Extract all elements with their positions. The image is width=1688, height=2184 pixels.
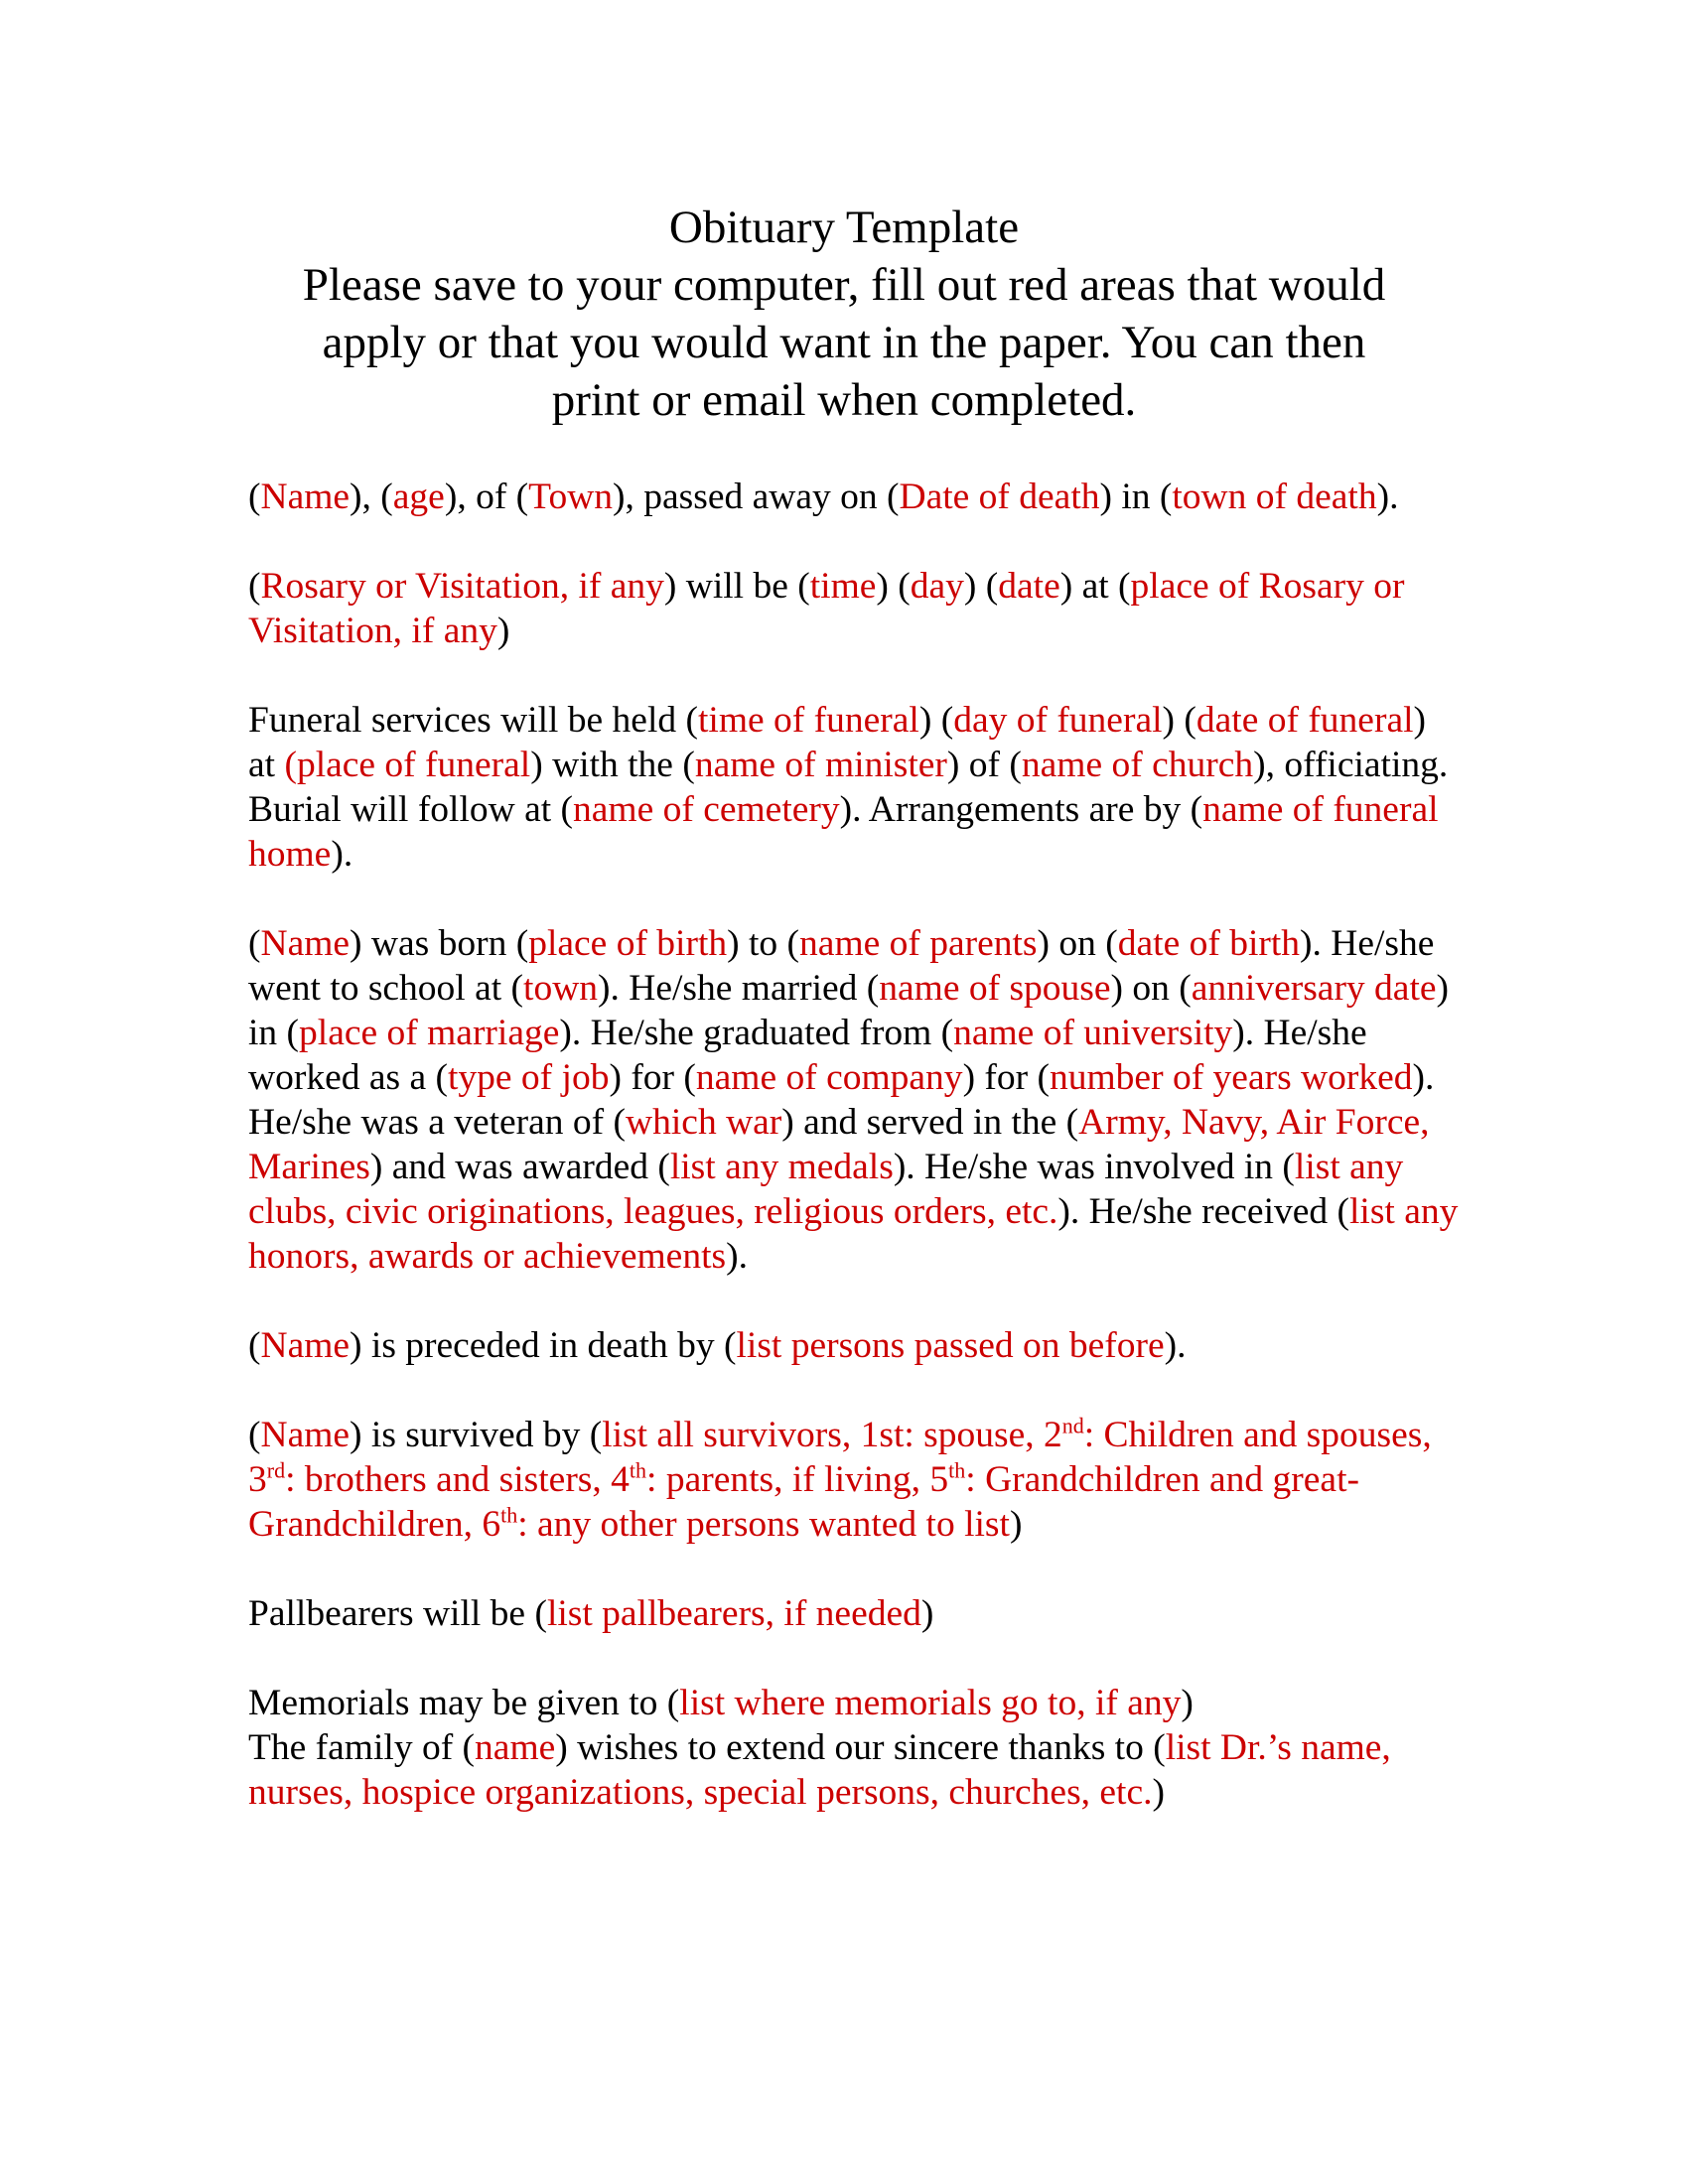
static-text: ), officiating. Burial will follow at (	[248, 745, 1449, 830]
static-text: ). He/she was involved in (	[893, 1147, 1295, 1187]
fill-in-field: th	[948, 1457, 966, 1483]
static-text: ). He/she received (	[1057, 1191, 1349, 1232]
fill-in-field: name of company	[695, 1057, 963, 1098]
fill-in-field: number of years worked	[1050, 1057, 1413, 1098]
fill-in-field: place of marriage	[299, 1013, 560, 1053]
fill-in-field: Rosary or Visitation, if any	[260, 566, 664, 607]
fill-in-field: : any other persons wanted to list	[517, 1504, 1010, 1545]
fill-in-field: place of birth	[528, 923, 728, 964]
paragraph-survivors	[248, 1413, 1460, 1547]
static-text: Memorials may be given to (	[248, 1683, 680, 1723]
fill-in-field: rd	[266, 1457, 286, 1483]
fill-in-field: list persons passed on before	[736, 1325, 1165, 1366]
fill-in-field: date of funeral	[1196, 700, 1414, 741]
static-text: )	[1152, 1772, 1165, 1813]
static-text: )	[920, 1593, 934, 1634]
paragraph-thanks	[248, 1725, 1460, 1815]
fill-in-field: Town	[528, 477, 614, 517]
static-text: ) (	[918, 700, 954, 741]
static-text: ) for (	[609, 1057, 696, 1098]
static-text: ) is survived by (	[350, 1415, 603, 1455]
fill-in-field: list any medals	[669, 1147, 894, 1187]
fill-in-field: Date of death	[899, 477, 1100, 517]
static-text: ) at (	[1059, 566, 1131, 607]
static-text: ). He/she was a veteran of (	[248, 1057, 1435, 1143]
paragraph-death-notice	[248, 475, 1460, 519]
fill-in-field: (place of funeral	[284, 745, 531, 785]
static-text: (	[248, 923, 261, 964]
instructions-line-1: Please save to your computer, fill out red areas that would	[302, 259, 1386, 311]
fill-in-field: anniversary date	[1191, 968, 1437, 1009]
paragraph-memorials	[248, 1681, 1460, 1725]
static-text: ) in (	[1099, 477, 1173, 517]
fill-in-field: : Children and spouses, 3	[248, 1415, 1432, 1500]
fill-in-field: day of funeral	[953, 700, 1163, 741]
fill-in-field: name of spouse	[879, 968, 1111, 1009]
static-text: (	[248, 477, 261, 517]
fill-in-field: Name	[260, 923, 351, 964]
static-text: ). He/she went to school at (	[248, 923, 1435, 1009]
fill-in-field: name of church	[1021, 745, 1254, 785]
static-text: ).	[726, 1236, 748, 1277]
static-text: ) in (	[248, 968, 1450, 1053]
static-text: ) at	[248, 700, 1427, 785]
fill-in-field: name of cemetery	[573, 789, 840, 830]
static-text: ) to (	[727, 923, 800, 964]
fill-in-field: name of parents	[799, 923, 1038, 964]
static-text: Pallbearers will be (	[248, 1593, 547, 1634]
static-text: ), passed away on (	[613, 477, 900, 517]
static-text: ) on (	[1037, 923, 1118, 964]
static-text: )	[1009, 1504, 1023, 1545]
static-text: ). Arrangements are by (	[839, 789, 1203, 830]
fill-in-field: name	[475, 1727, 556, 1768]
fill-in-field: date	[998, 566, 1060, 607]
paragraph-biography	[248, 921, 1460, 1279]
static-text: ) of (	[946, 745, 1022, 785]
fill-in-field: th	[500, 1502, 518, 1528]
static-text: ) with the (	[530, 745, 695, 785]
paragraph-preceded-in-death	[248, 1323, 1460, 1368]
fill-in-field: name of university	[953, 1013, 1233, 1053]
fill-in-field: Name	[260, 1325, 351, 1366]
fill-in-field: list pallbearers, if needed	[546, 1593, 921, 1634]
static-text: ). He/she graduated from (	[559, 1013, 954, 1053]
static-text: The family of (	[248, 1727, 476, 1768]
static-text: ) and served in the (	[781, 1102, 1079, 1143]
static-text: ) and was awarded (	[369, 1147, 670, 1187]
fill-in-field: time	[809, 566, 877, 607]
fill-in-field: Name	[260, 1415, 351, 1455]
static-text: ) (	[963, 566, 999, 607]
template-body	[248, 475, 1460, 1859]
static-text: ), (	[350, 477, 393, 517]
static-text: ) (	[876, 566, 911, 607]
static-text: (	[248, 1325, 261, 1366]
static-text: ), of (	[444, 477, 529, 517]
static-text: )	[1181, 1683, 1194, 1723]
paragraph-pallbearers	[248, 1591, 1460, 1636]
fill-in-field: : Grandchildren and great-Grandchildren, 6	[248, 1459, 1359, 1545]
static-text: ) (	[1162, 700, 1196, 741]
fill-in-field: town	[523, 968, 599, 1009]
static-text: ).	[1164, 1325, 1187, 1366]
static-text: ) on (	[1110, 968, 1192, 1009]
static-text: ).	[1376, 477, 1399, 517]
fill-in-field: Name	[260, 477, 351, 517]
static-text: ) will be (	[663, 566, 810, 607]
static-text: ) for (	[962, 1057, 1051, 1098]
fill-in-field: list where memorials go to, if any	[679, 1683, 1182, 1723]
document-title: Obituary Template	[668, 202, 1020, 253]
fill-in-field: list any honors, awards or achievements	[248, 1191, 1459, 1277]
static-text: (	[248, 566, 261, 607]
static-text: ). He/she worked as a (	[248, 1013, 1367, 1098]
fill-in-field: time of funeral	[698, 700, 919, 741]
fill-in-field: town of death	[1172, 477, 1377, 517]
static-text: ) was born (	[350, 923, 529, 964]
static-text: Funeral services will be held (	[248, 700, 698, 741]
paragraph-visitation	[248, 564, 1460, 653]
fill-in-field: list Dr.’s name, nurses, hospice organizations, special persons, churches, etc.	[248, 1727, 1391, 1813]
fill-in-field: place of Rosary or Visitation, if any	[248, 566, 1405, 651]
fill-in-field: nd	[1061, 1413, 1084, 1438]
fill-in-field: list all survivors, 1st: spouse, 2	[602, 1415, 1062, 1455]
fill-in-field: name of funeral home	[248, 789, 1439, 875]
instructions-line-3: print or email when completed.	[551, 374, 1137, 426]
fill-in-field: : brothers and sisters, 4	[285, 1459, 630, 1500]
fill-in-field: which war	[626, 1102, 782, 1143]
fill-in-field: date of birth	[1117, 923, 1301, 964]
fill-in-field: list any clubs, civic originations, leagues, religious orders, etc.	[248, 1147, 1404, 1232]
static-text: ) is preceded in death by (	[350, 1325, 737, 1366]
fill-in-field: name of minister	[694, 745, 947, 785]
document-header	[149, 199, 1539, 429]
static-text: (	[248, 1415, 261, 1455]
fill-in-field: age	[392, 477, 445, 517]
static-text: )	[496, 611, 510, 651]
static-text: ).	[331, 834, 353, 875]
fill-in-field: Army, Navy, Air Force, Marines	[248, 1102, 1430, 1187]
instructions-line-2: apply or that you would want in the paper. You can then	[322, 317, 1366, 368]
fill-in-field: type of job	[447, 1057, 610, 1098]
paragraph-funeral-services	[248, 698, 1460, 877]
static-text: ). He/she married (	[598, 968, 880, 1009]
fill-in-field: th	[629, 1457, 647, 1483]
fill-in-field: day	[910, 566, 964, 607]
static-text: ) wishes to extend our sincere thanks to (	[555, 1727, 1166, 1768]
fill-in-field: : parents, if living, 5	[646, 1459, 949, 1500]
